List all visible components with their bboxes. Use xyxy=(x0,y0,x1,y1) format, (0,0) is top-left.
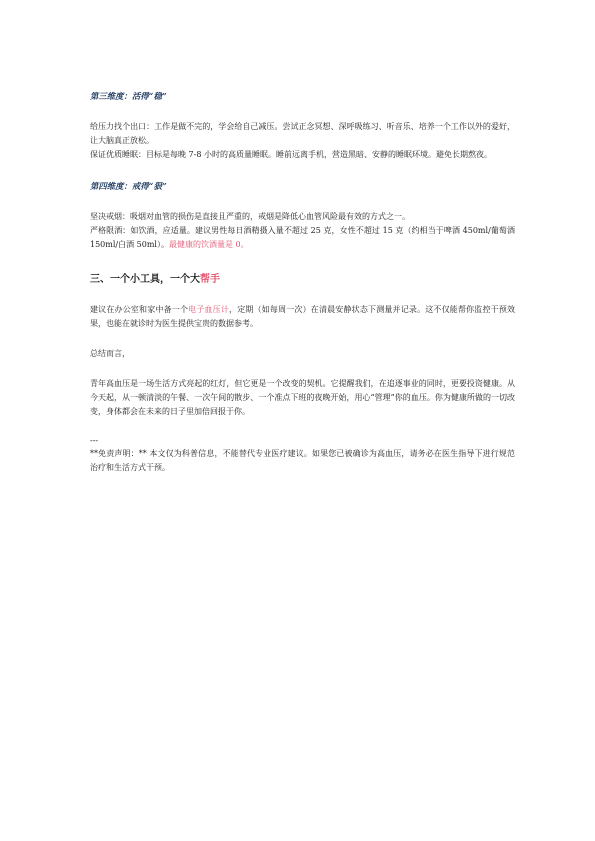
section4-paragraph-alcohol xyxy=(90,224,515,252)
alcohol-highlight: 最健康的饮酒量是 0。 xyxy=(168,240,249,249)
tool-text-b: ，定期（如每周一次）在清晨安静状态下测量并记录。这不仅能帮你监控干预效果，也能在就诊时为医生提供宝贵的数据参考。 xyxy=(90,305,516,328)
tool-heading-highlight: 帮手 xyxy=(200,274,220,285)
section3-title: 第三维度：活得“稳” xyxy=(90,91,167,101)
divider: --- xyxy=(90,436,99,445)
tool-heading xyxy=(90,270,515,285)
section3-paragraph-sleep: 保证优质睡眠：目标是每晚 7-8 小时的高质量睡眠。睡前远离手机，营造黑暗、安静的睡眠环境。避免长期熬夜。 xyxy=(90,150,492,159)
alcohol-text: 严格限酒：如饮酒，应适量。建议男性每日酒精摄入量不超过 25 克，女性不超过 15 克（约相当于啤酒 450ml/葡萄酒 150ml/白酒 50ml）。 xyxy=(90,226,515,249)
section3-paragraph-stress: 给压力找个出口：工作是做不完的，学会给自己减压。尝试正念冥想、深呼吸练习、听音乐、培养一个工作以外的爱好，让大脑真正放松。 xyxy=(90,122,515,145)
tool-heading-text: 三、一个小工具，一个大 xyxy=(90,274,200,285)
tool-paragraph xyxy=(90,303,515,331)
blood-pressure-monitor-link[interactable]: 电子血压计 xyxy=(188,305,230,314)
document-page xyxy=(90,90,515,475)
section4-title: 第四维度：戒得“狠” xyxy=(90,181,167,191)
summary-body: 青年高血压是一场生活方式亮起的红灯，但它更是一个改变的契机。它提醒我们，在追逐事业的同时，更要投资健康。从今天起，从一顿清淡的午餐、一次午间的散步、一个准点下班的夜晚开始，用心“管理”你的血压。你为健康所做的一切改变，身体都会在未来的日子里加倍回报于你。 xyxy=(90,379,515,416)
disclaimer: **免责声明：** 本文仅为科普信息，不能替代专业医疗建议。如果您已被确诊为高血压，请务必在医生指导下进行规范治疗和生活方式干预。 xyxy=(90,449,515,472)
tool-text-a: 建议在办公室和家中备一个 xyxy=(90,305,189,314)
section4-paragraph-smoking: 坚决戒烟：吸烟对血管的损伤是直接且严重的，戒烟是降低心血管风险最有效的方式之一。 xyxy=(90,212,410,221)
summary-intro: 总结而言， xyxy=(90,349,130,358)
